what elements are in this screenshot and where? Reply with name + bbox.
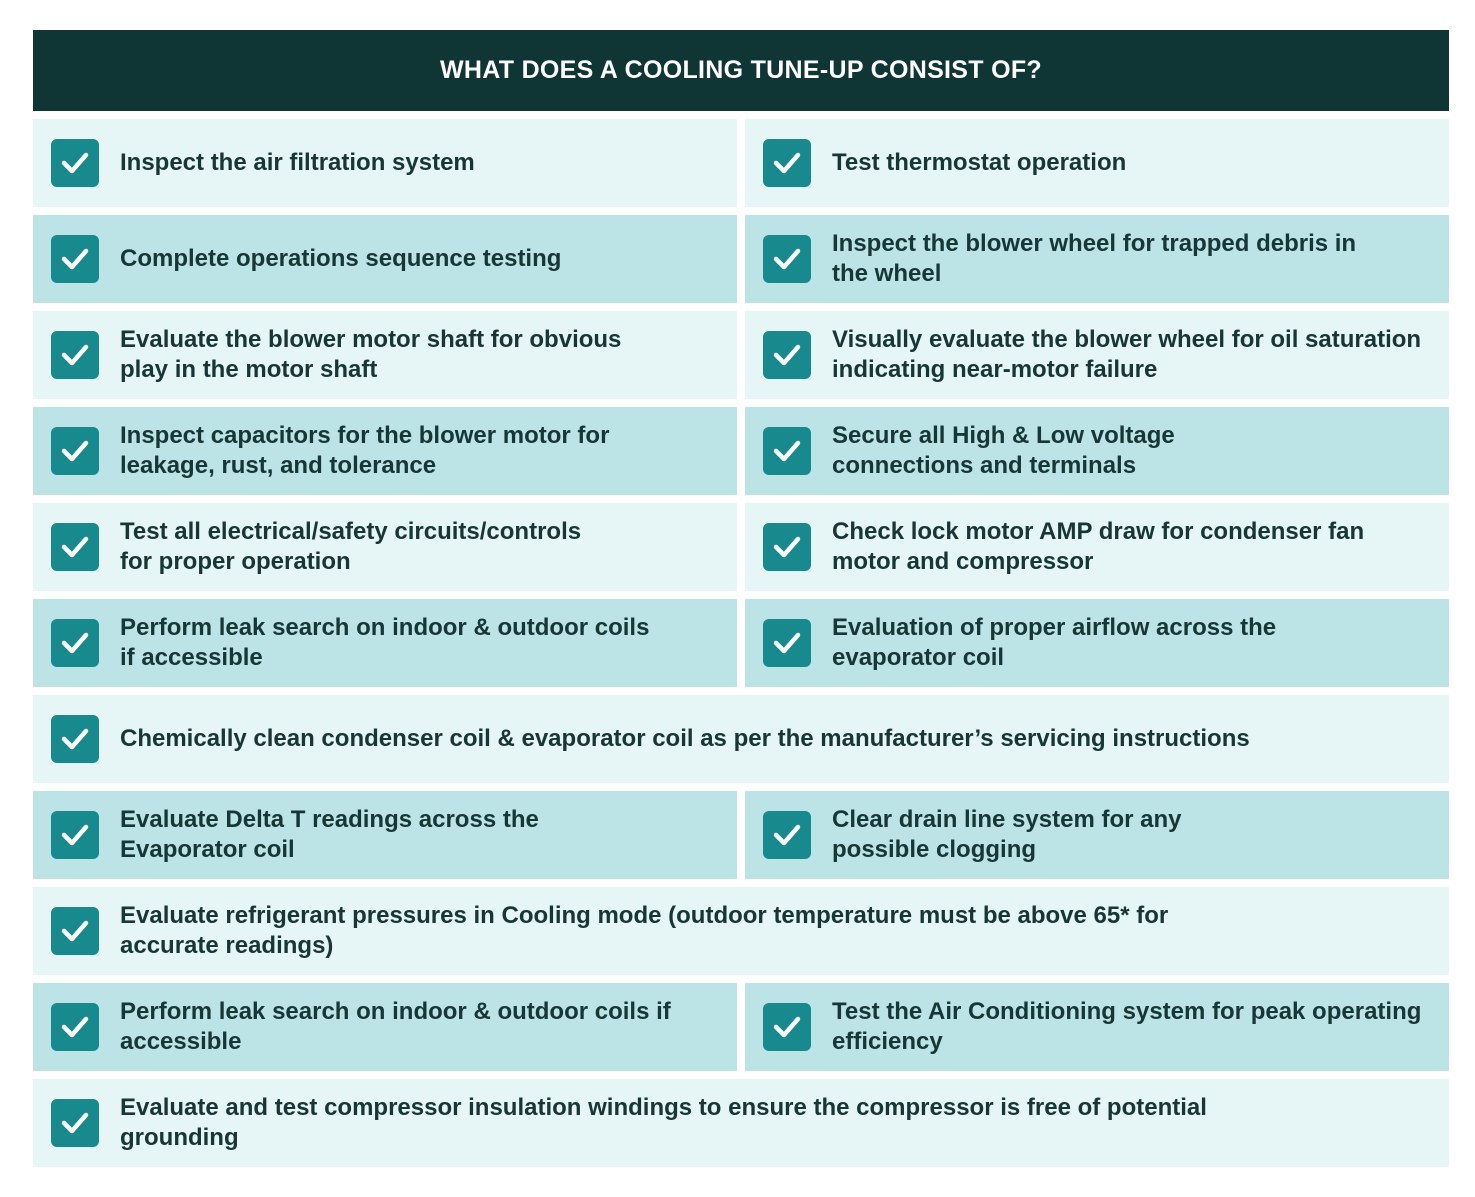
checklist [33, 119, 1449, 1175]
list-item [33, 119, 737, 207]
checkbox-checked-icon [763, 619, 811, 667]
checkbox-checked-icon [51, 427, 99, 475]
checkbox-checked-icon [51, 715, 99, 763]
list-item-text: Evaluate Delta T readings across the Evaporator coil [120, 806, 539, 863]
list-item [33, 215, 737, 303]
checklist-row [33, 599, 1449, 687]
checklist-row [33, 695, 1449, 783]
checkbox-checked-icon [51, 139, 99, 187]
checkbox-checked-icon [51, 235, 99, 283]
list-item [745, 983, 1449, 1071]
checkbox-checked-icon [763, 139, 811, 187]
list-item-text: Inspect the air filtration system [120, 149, 475, 176]
list-item [33, 503, 737, 591]
list-item [33, 791, 737, 879]
list-item [33, 407, 737, 495]
list-item-text: Chemically clean condenser coil & evaporator coil as per the manufacturer’s servicing instructions [120, 725, 1250, 752]
list-item [745, 215, 1449, 303]
checkbox-checked-icon [51, 907, 99, 955]
list-item [33, 983, 737, 1071]
checklist-row [33, 215, 1449, 303]
list-item-text: Test thermostat operation [832, 149, 1127, 176]
list-item [745, 119, 1449, 207]
list-item-text: Inspect capacitors for the blower motor for leakage, rust, and tolerance [120, 422, 610, 479]
checkbox-checked-icon [51, 523, 99, 571]
checklist-row [33, 791, 1449, 879]
checkbox-checked-icon [763, 427, 811, 475]
list-item-text: Inspect the blower wheel for trapped debris in the wheel [832, 230, 1357, 287]
checklist-row [33, 311, 1449, 399]
list-item [33, 695, 1449, 783]
checkbox-checked-icon [763, 811, 811, 859]
list-item [745, 599, 1449, 687]
list-item-text: Perform leak search on indoor & outdoor coils if accessible [120, 998, 671, 1055]
list-item-text: Evaluate the blower motor shaft for obvious play in the motor shaft [120, 326, 622, 383]
list-item [33, 1079, 1449, 1167]
list-item-text: Visually evaluate the blower wheel for oil saturation indicating near-motor failure [832, 326, 1422, 383]
list-item-text: Evaluate refrigerant pressures in Cooling mode (outdoor temperature must be above 65* for accurate readings) [120, 902, 1169, 959]
checklist-row [33, 983, 1449, 1071]
list-item-text: Clear drain line system for any possible clogging [832, 806, 1182, 863]
checkbox-checked-icon [763, 523, 811, 571]
list-item-text: Evaluation of proper airflow across the evaporator coil [832, 614, 1277, 671]
checklist-row [33, 887, 1449, 975]
list-item-text: Complete operations sequence testing [120, 245, 562, 272]
list-item [745, 407, 1449, 495]
list-item [745, 311, 1449, 399]
checklist-row [33, 1079, 1449, 1167]
list-item-text: Test all electrical/safety circuits/controls for proper operation [120, 518, 582, 575]
list-item [33, 311, 737, 399]
checkbox-checked-icon [51, 1003, 99, 1051]
checkbox-checked-icon [51, 331, 99, 379]
checkbox-checked-icon [763, 1003, 811, 1051]
list-item-text: Secure all High & Low voltage connections and terminals [832, 422, 1175, 479]
list-item [33, 599, 737, 687]
list-item-text: Evaluate and test compressor insulation windings to ensure the compressor is free of potential grounding [120, 1094, 1207, 1151]
checklist-row [33, 119, 1449, 207]
list-item [745, 503, 1449, 591]
checkbox-checked-icon [51, 1099, 99, 1147]
list-item-text: Test the Air Conditioning system for peak operating efficiency [832, 998, 1422, 1055]
list-item [33, 887, 1449, 975]
checklist-row [33, 503, 1449, 591]
list-item [745, 791, 1449, 879]
list-item-text: Perform leak search on indoor & outdoor coils if accessible [120, 614, 650, 671]
page-title: WHAT DOES A COOLING TUNE-UP CONSIST OF? [33, 30, 1449, 111]
checkbox-checked-icon [763, 235, 811, 283]
checkbox-checked-icon [51, 811, 99, 859]
checkbox-checked-icon [51, 619, 99, 667]
checklist-row [33, 407, 1449, 495]
checkbox-checked-icon [763, 331, 811, 379]
list-item-text: Check lock motor AMP draw for condenser fan motor and compressor [832, 518, 1365, 575]
